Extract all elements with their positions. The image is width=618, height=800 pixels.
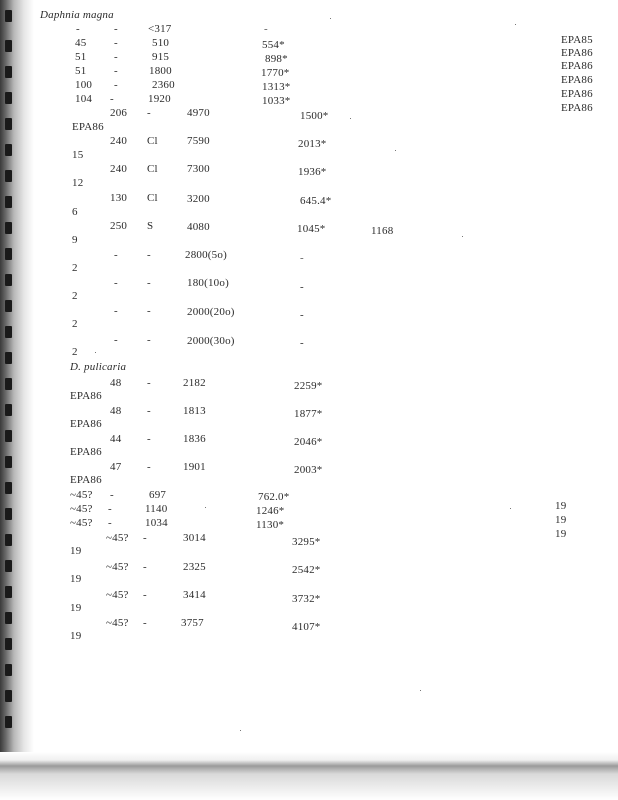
table-cell: Cl [147,135,158,147]
table-cell: - [108,503,112,515]
table-cell: 19 [70,545,82,557]
scan-speck [395,150,396,151]
binding-hole [5,560,12,572]
table-cell: - [143,589,147,601]
table-cell: - [114,334,118,346]
table-cell: 1140 [145,503,168,515]
table-cell: 1836 [183,433,206,445]
table-cell: - [110,489,114,501]
binding-hole [5,352,12,364]
table-cell: 47 [110,461,122,473]
scan-speck [420,690,421,691]
binding-hole [5,144,12,156]
table-cell: 2000(30o) [187,335,235,347]
table-cell: 4107* [292,621,321,633]
table-cell: 697 [149,489,167,501]
table-cell: ~45? [70,517,93,529]
table-cell: 1800 [149,65,172,77]
table-cell: S [147,220,154,232]
binding-hole [5,10,12,22]
binding-hole [5,508,12,520]
table-cell: 762.0* [258,491,290,503]
table-cell: 180(10o) [187,277,229,289]
table-cell: 100 [75,79,93,91]
table-cell: 51 [75,51,87,63]
table-cell: 4970 [187,107,210,119]
species-heading: Daphnia magna [40,9,114,21]
table-cell: 3295* [292,536,321,548]
table-cell: 4080 [187,221,210,233]
table-cell: - [114,51,118,63]
binding-hole [5,66,12,78]
table-cell: 1813 [183,405,206,417]
table-cell: 554* [262,39,285,51]
table-cell: 12 [72,177,84,189]
reference-cell: EPA86 [561,102,593,114]
table-cell: - [147,277,151,289]
table-cell: 1936* [298,166,327,178]
table-cell: Cl [147,163,158,175]
binding-hole [5,40,12,52]
table-cell: 2542* [292,564,321,576]
binding-hole [5,586,12,598]
table-cell: - [143,532,147,544]
table-cell: - [300,337,304,349]
table-cell: 130 [110,192,128,204]
binding-hole [5,482,12,494]
table-cell: ~45? [106,617,129,629]
scan-speck [330,18,331,19]
binding-hole [5,456,12,468]
page-bottom-edge [0,752,618,800]
table-cell: 1034 [145,517,168,529]
table-cell: 3200 [187,193,210,205]
table-cell: 1920 [148,93,171,105]
binding-hole [5,170,12,182]
table-cell: 2325 [183,561,206,573]
table-cell: - [110,93,114,105]
table-cell: 15 [72,149,84,161]
binding-hole [5,664,12,676]
table-cell: ~45? [106,561,129,573]
table-cell: 240 [110,163,128,175]
table-cell: 2800(5o) [185,249,227,261]
table-cell: - [143,561,147,573]
table-cell: 250 [110,220,128,232]
scan-speck [95,352,96,353]
table-cell: - [147,377,151,389]
table-cell: EPA86 [70,418,102,430]
table-cell: 510 [152,37,170,49]
reference-cell: EPA85 [561,34,593,46]
binding-hole [5,222,12,234]
scan-speck [350,118,351,119]
table-cell: 2 [72,262,78,274]
table-cell: ~45? [70,489,93,501]
reference-cell: EPA86 [561,74,593,86]
table-cell: ~45? [106,589,129,601]
table-cell: Cl [147,192,158,204]
binding-hole [5,378,12,390]
binding-hole [5,430,12,442]
reference-cell: EPA86 [561,47,593,59]
binding-hole [5,196,12,208]
table-cell: - [114,249,118,261]
table-cell: 1313* [262,81,291,93]
table-cell: 1500* [300,110,329,122]
binding-hole [5,248,12,260]
table-cell: - [108,517,112,529]
table-cell: ~45? [70,503,93,515]
table-cell: 206 [110,107,128,119]
table-cell: - [147,334,151,346]
table-cell: ~45? [106,532,129,544]
table-cell: - [147,305,151,317]
table-cell: 3414 [183,589,206,601]
binding-hole [5,716,12,728]
binding-hole [5,118,12,130]
table-cell: 2 [72,318,78,330]
table-cell: 2259* [294,380,323,392]
table-cell: 1901 [183,461,206,473]
table-cell: 7300 [187,163,210,175]
table-cell: 48 [110,377,122,389]
binding-hole [5,404,12,416]
table-cell: 915 [152,51,170,63]
table-cell: - [114,65,118,77]
scan-speck [240,730,241,731]
table-cell: EPA86 [70,474,102,486]
table-cell: 104 [75,93,93,105]
table-cell: 1033* [262,95,291,107]
table-cell: - [114,79,118,91]
table-cell: 9 [72,234,78,246]
table-cell: EPA86 [70,446,102,458]
table-cell: 2 [72,346,78,358]
table-cell: 2003* [294,464,323,476]
scan-speck [510,508,511,509]
table-cell: - [114,305,118,317]
table-cell: 19 [70,602,82,614]
table-cell: 1045* [297,223,326,235]
table-cell: 2360 [152,79,175,91]
table-cell: 2000(20o) [187,306,235,318]
table-cell: - [76,23,80,35]
table-cell: - [300,252,304,264]
binding-hole [5,92,12,104]
table-cell: 6 [72,206,78,218]
binding-hole [5,612,12,624]
scan-speck [462,236,463,237]
scan-speck [205,507,206,508]
table-cell: 2046* [294,436,323,448]
binding-hole [5,690,12,702]
table-cell: - [300,281,304,293]
table-cell: 240 [110,135,128,147]
table-cell: - [147,405,151,417]
table-cell: 19 [70,630,82,642]
table-cell: 1168 [371,225,394,237]
table-cell: 7590 [187,135,210,147]
table-cell: 45 [75,37,87,49]
table-cell: 898* [265,53,288,65]
table-cell: EPA86 [70,390,102,402]
table-cell: 2182 [183,377,206,389]
table-cell: 1130* [256,519,285,531]
table-cell: 3757 [181,617,204,629]
binding-hole [5,274,12,286]
table-cell: 51 [75,65,87,77]
species-heading: D. pulicaria [70,361,127,373]
binding-hole [5,326,12,338]
table-cell: - [114,277,118,289]
table-cell: 3014 [183,532,206,544]
table-cell: - [300,309,304,321]
table-cell: - [147,249,151,261]
table-cell: - [143,617,147,629]
table-cell: 1246* [256,505,285,517]
reference-cell: 19 [555,514,567,526]
table-cell: 2013* [298,138,327,150]
table-cell: 1770* [261,67,290,79]
binding-hole [5,534,12,546]
table-cell: - [147,107,151,119]
table-cell: 1877* [294,408,323,420]
table-cell: 19 [70,573,82,585]
reference-cell: EPA86 [561,88,593,100]
table-cell: 44 [110,433,122,445]
table-cell: <317 [148,23,172,35]
table-cell: 3732* [292,593,321,605]
table-cell: - [114,23,118,35]
table-cell: 645.4* [300,195,332,207]
table-cell: 2 [72,290,78,302]
table-cell: - [147,461,151,473]
table-cell: EPA86 [72,121,104,133]
table-cell: - [114,37,118,49]
reference-cell: 19 [555,528,567,540]
table-cell: - [264,23,268,35]
binding-hole [5,300,12,312]
scan-speck [515,24,516,25]
table-cell: 48 [110,405,122,417]
reference-cell: EPA86 [561,60,593,72]
binding-hole [5,638,12,650]
table-cell: - [147,433,151,445]
reference-cell: 19 [555,500,567,512]
